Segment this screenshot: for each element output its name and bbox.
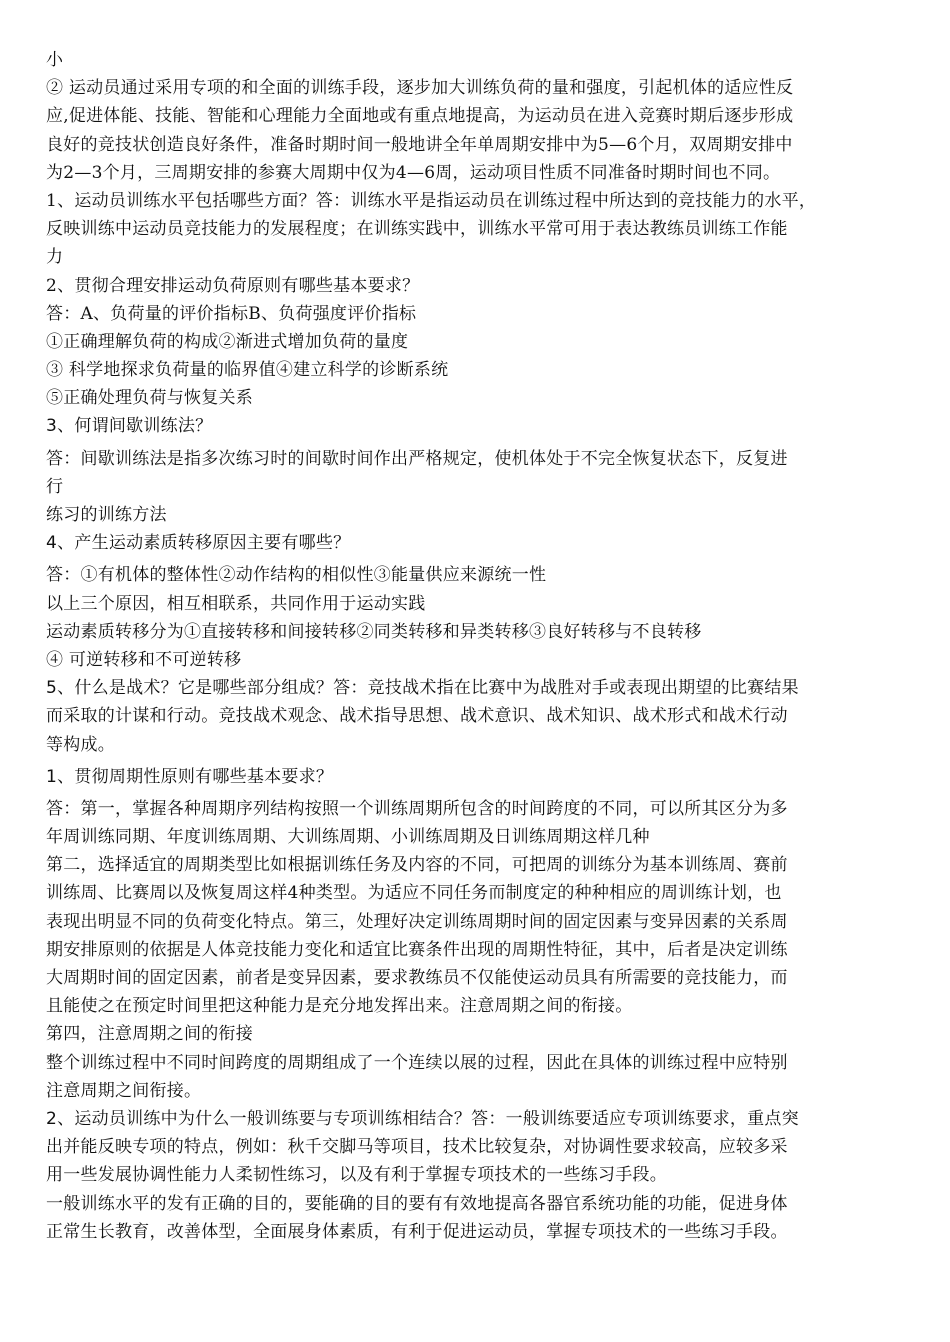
text-line: 应,促进体能、技能、智能和心理能力全面地或有重点地提高，为运动员在进入竞赛时期后逐步形成 — [46, 106, 794, 127]
text-line: 表现出明显不同的负荷变化特点。第三，处理好决定训练周期时间的固定因素与变异因素的关系周 — [46, 911, 788, 932]
answer-line: 答：A、负荷量的评价指标B、负荷强度评价指标 — [46, 303, 417, 324]
question-line: 1、贯彻周期性原则有哪些基本要求？ — [46, 766, 334, 787]
text-line: 等构成。 — [46, 734, 115, 755]
text-line: 练习的训练方法 — [46, 505, 167, 525]
text-line: 而采取的计谋和行动。竞技战术观念、战术指导思想、战术意识、战术知识、战术形式和战术行动 — [46, 706, 788, 727]
text-line: ③ 科学地探求负荷量的临界值④建立科学的诊断系统 — [46, 360, 449, 381]
text-line: 整个训练过程中不同时间跨度的周期组成了一个连续以展的过程，因此在具体的训练过程中应特别 — [46, 1052, 788, 1073]
text-line: 力 — [46, 247, 64, 268]
answer-line: 答：间歇训练法是指多次练习时的间歇时间作出严格规定，使机体处于不完全恢复状态下，反复进 — [46, 448, 788, 469]
text-line: ④ 可逆转移和不可逆转移 — [46, 649, 242, 670]
text-line: 出并能反映专项的特点，例如：秋千交脚马等项目，技术比较复杂，对协调性要求较高，应较多采 — [46, 1137, 788, 1158]
document-page — [46, 46, 912, 1246]
text-line: ⑤正确处理负荷与恢复关系 — [46, 388, 253, 409]
text-line: ② 运动员通过采用专项的和全面的训练手段，逐步加大训练负荷的量和强度，引起机体的适应性反 — [46, 78, 794, 99]
text-line: 运动素质转移分为①直接转移和间接转移②同类转移和异类转移③良好转移与不良转移 — [46, 621, 702, 642]
text-line: 第二，选择适宜的周期类型比如根据训练任务及内容的不同，可把周的训练分为基本训练周、赛前 — [46, 855, 788, 876]
text-line: 良好的竞技状创造良好条件，准备时期时间一般地讲全年单周期安排中为5—6个月，双周期安排中 — [46, 134, 793, 155]
text-line: 用一些发展协调性能力人柔韧性练习，以及有利于掌握专项技术的一些练习手段。 — [46, 1165, 667, 1186]
answer-line: 答：①有机体的整体性②动作结构的相似性③能量供应来源统一性 — [46, 565, 547, 586]
text-line: 一般训练水平的发有正确的目的，要能确的目的要有有效地提高各器官系统功能的功能，促进身体 — [46, 1193, 788, 1214]
text-line: 训练周、比赛周以及恢复周这样4种类型。为适应不同任务而制度定的种种相应的周训练计划，也 — [46, 883, 782, 904]
text-line: 期安排原则的依据是人体竞技能力变化和适宜比赛条件出现的周期性特征，其中，后者是决定训练 — [46, 939, 788, 960]
text-line: ①正确理解负荷的构成②渐进式增加负荷的量度 — [46, 331, 409, 352]
question-line: 3、何谓间歇训练法？ — [46, 416, 213, 437]
question-line: 5、什么是战术？它是哪些部分组成？答：竞技战术指在比赛中为战胜对手或表现出期望的比赛结果 — [46, 678, 799, 699]
text-line: 第四，注意周期之间的衔接 — [46, 1024, 253, 1045]
text-line: 为2—3个月，三周期安排的参赛大周期中仅为4—6周，运动项目性质不同准备时期时间也不同。 — [46, 162, 781, 183]
text-line: 正常生长教育，改善体型，全面展身体素质，有利于促进运动员，掌握专项技术的一些练习手段。 — [46, 1221, 788, 1242]
question-line: 2、贯彻合理安排运动负荷原则有哪些基本要求？ — [46, 275, 420, 296]
text-line: 以上三个原因，相互相联系，共同作用于运动实践 — [46, 593, 426, 614]
text-line: 行 — [46, 476, 64, 497]
answer-line: 答：第一，掌握各种周期序列结构按照一个训练周期所包含的时间跨度的不同，可以所其区分为多 — [46, 798, 788, 819]
text-line: 反映训练中运动员竞技能力的发展程度；在训练实践中，训练水平常可用于表达教练员训练工作能 — [46, 219, 788, 240]
question-line: 2、运动员训练中为什么一般训练要与专项训练相结合？答：一般训练要适应专项训练要求，重点突 — [46, 1108, 799, 1129]
text-line: 年周训练同期、年度训练周期、大训练周期、小训练周期及日训练周期这样几种 — [46, 827, 650, 848]
text-line: 且能使之在预定时间里把这种能力是充分地发挥出来。注意周期之间的衔接。 — [46, 996, 633, 1017]
text-line: 小 — [46, 50, 64, 70]
text-line: 注意周期之间衔接。 — [46, 1080, 202, 1101]
question-line: 1、运动员训练水平包括哪些方面？答：训练水平是指运动员在训练过程中所达到的竞技能力的水平， — [46, 190, 817, 211]
text-line: 大周期时间的固定因素，前者是变异因素，要求教练员不仅能使运动员具有所需要的竞技能力，而 — [46, 968, 788, 988]
question-line: 4、产生运动素质转移原因主要有哪些？ — [46, 533, 351, 554]
